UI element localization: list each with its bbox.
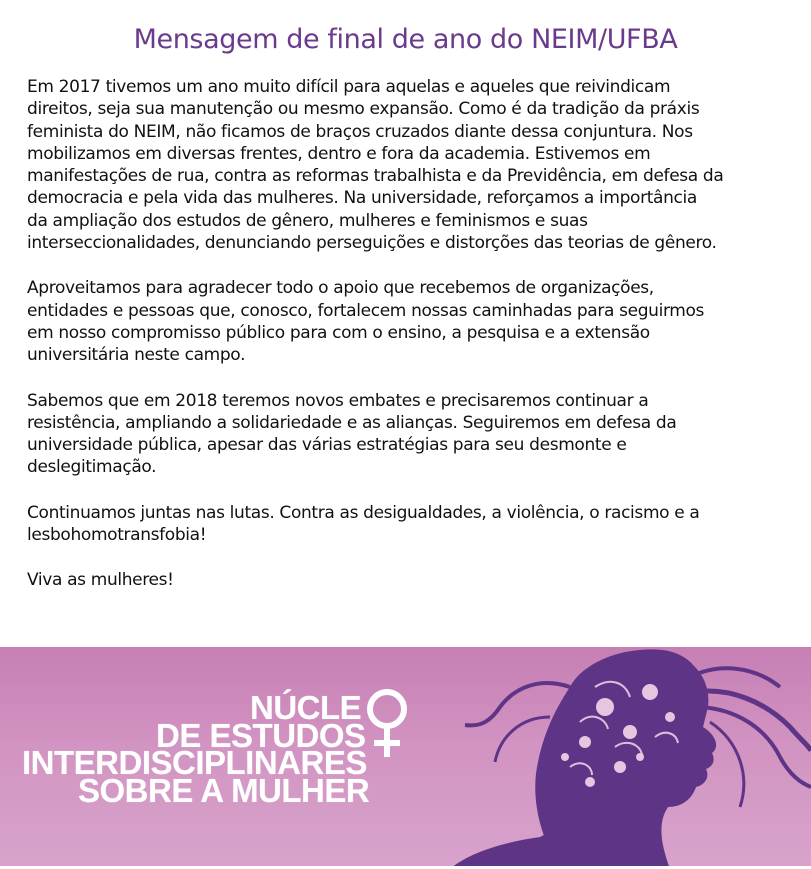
woman-silhouette-illustration: [420, 647, 811, 869]
logo-line-de-estudos: DE ESTUDOS: [156, 717, 366, 754]
paragraph-thanks: Aproveitamos para agradecer todo o apoio que recebemos de organizações, entidades e pessoas que, conosco, fortalecem nossas caminhadas para seguirmos em nosso compromisso público para com o ensino, a pesquisa e a extensão universitária neste campo.: [27, 278, 705, 366]
logo-line-sobre-a-mulher: SOBRE A MULHER: [78, 772, 370, 809]
logo-line-interdisciplinares: INTERDISCIPLINARES: [22, 744, 367, 781]
paragraph-2018-outlook: Sabemos que em 2018 teremos novos embates e precisaremos continuar a resistência, ampliando a solidariedade e as alianças. Seguiremos em defesa da universidade pública, apesar das várias estratégias para seu desmonte e deslegitimação.: [27, 390, 677, 478]
message-body: [27, 76, 797, 615]
paragraph-2017-review: Em 2017 tivemos um ano muito difícil para aquelas e aqueles que reivindicam direitos, seja sua manutenção ou mesmo expansão. Como é da tradição da práxis feminista do NEIM, não ficamos de braços cruzados diante dessa conjuntura. Nos mobilizamos em diversas frentes, dentro e fora da academia. Estivemos em manifestações de rua, contra as reformas trabalhista e da Previdência, em defesa da democracia e pela vida das mulheres. Na universidade, reforçamos a importância da ampliação dos estudos de gênero, mulheres e feminismos e suas interseccionalidades, denunciando perseguições e distorções das teorias de gênero.: [27, 77, 724, 254]
paragraph-struggles: Continuamos juntas nas lutas. Contra as desigualdades, a violência, o racismo e a lesbohomotransfobia!: [27, 502, 700, 546]
page-title: Mensagem de final de ano do NEIM/UFBA: [133, 24, 678, 55]
venus-icon: [362, 687, 412, 761]
logo-line-nucleo: NÚCLE: [250, 689, 362, 726]
paragraph-closing: Viva as mulheres!: [27, 570, 174, 591]
neim-banner: [0, 647, 811, 869]
